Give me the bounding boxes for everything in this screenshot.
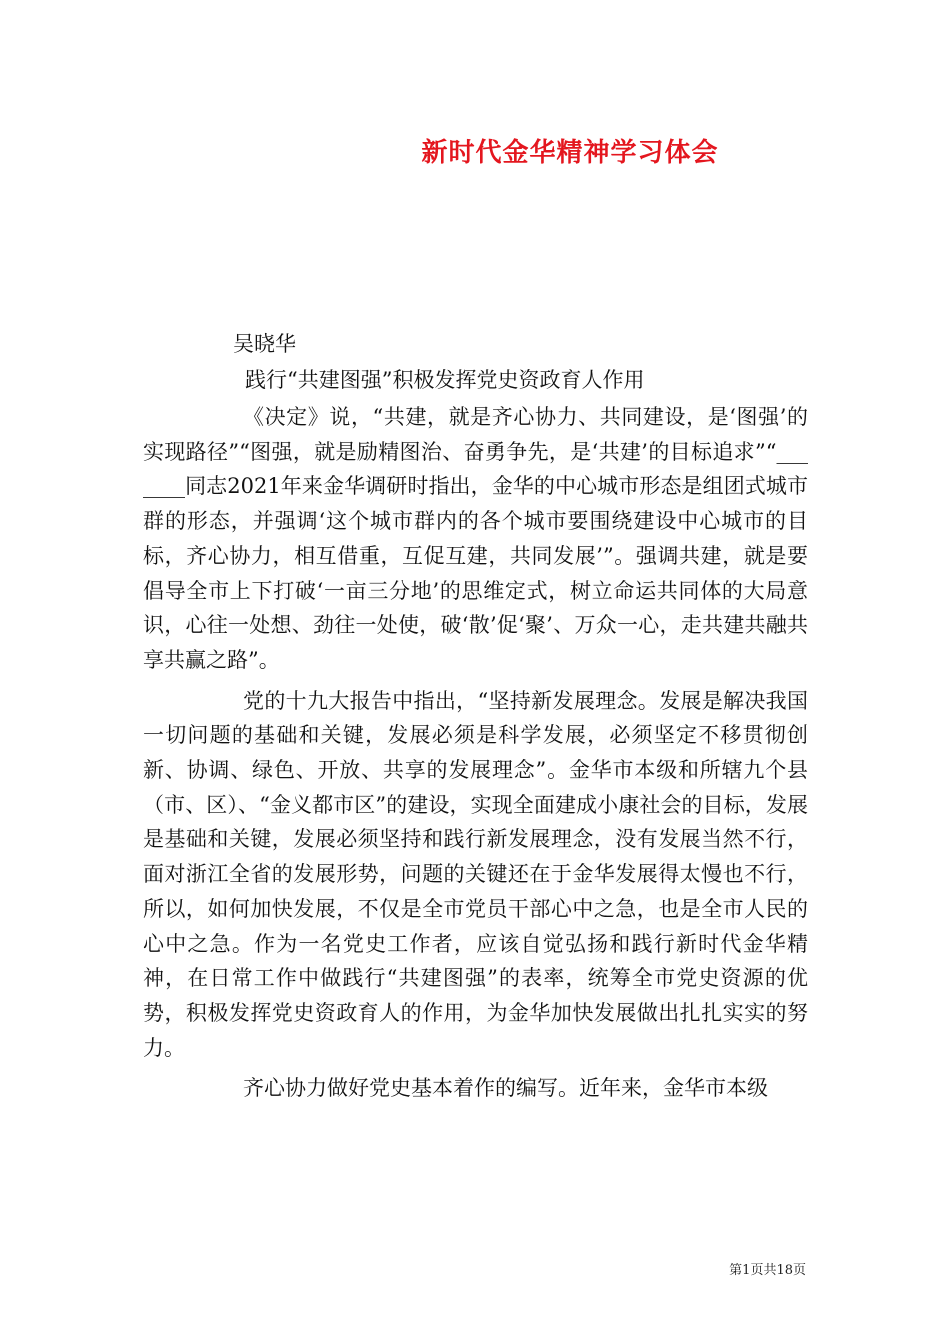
paragraph: 党的十九大报告中指出，“坚持新发展理念。发展是解决我国一切问题的基础和关键，发展必须是科学发展，必须坚定不移贯彻创新、协调、绿色、开放、共享的发展理念”。金华市本级和所辖九个县（市、区）、“金义都市区”的建设，实现全面建成小康社会的目标，发展是基础和关键，发展必须坚持和践行新发展理念，没有发展当然不行，面对浙江全省的发展形势，问题的关键还在于金华发展得太慢也不行，所以，如何加快发展，不仅是全市党员干部心中之急，也是全市人民的心中之急。作为一名党史工作者，应该自觉弘扬和践行新时代金华精神，在日常工作中做践行“共建图强”的表率，统筹全市党史资源的优势，积极发挥党史资政育人的作用，为金华加快发展做出扎扎实实的努力。 — [143, 688, 808, 1060]
paragraph: 齐心协力做好党史基本着作的编写。近年来，金华市本级 — [243, 1076, 768, 1101]
section-subtitle: 践行“共建图强”积极发挥党史资政育人作用 — [245, 368, 645, 392]
author-name: 吴晓华 — [233, 332, 296, 356]
page-number: 第1页共18页 — [729, 1263, 806, 1278]
body-text — [143, 400, 808, 1112]
page-title: 新时代金华精神学习体会 — [421, 138, 719, 168]
paragraph: 《决定》说，“共建，就是齐心协力、共同建设，是‘图强’的实现路径”“图强，就是励精图治、奋勇争先，是‘共建’的目标追求”“_______同志2021年来金华调研时指出，金华的中心城市形态是组团式城市群的形态，并强调‘这个城市群内的各个城市要围绕建设中心城市的目标，齐心协力，相互借重，互促互建，共同发展’”。强调共建，就是要倡导全市上下打破‘一亩三分地’的思维定式，树立命运共同体的大局意识，心往一处想、劲往一处使，破‘散’促‘聚’、万众一心，走共建共融共享共赢之路”。 — [143, 405, 808, 672]
